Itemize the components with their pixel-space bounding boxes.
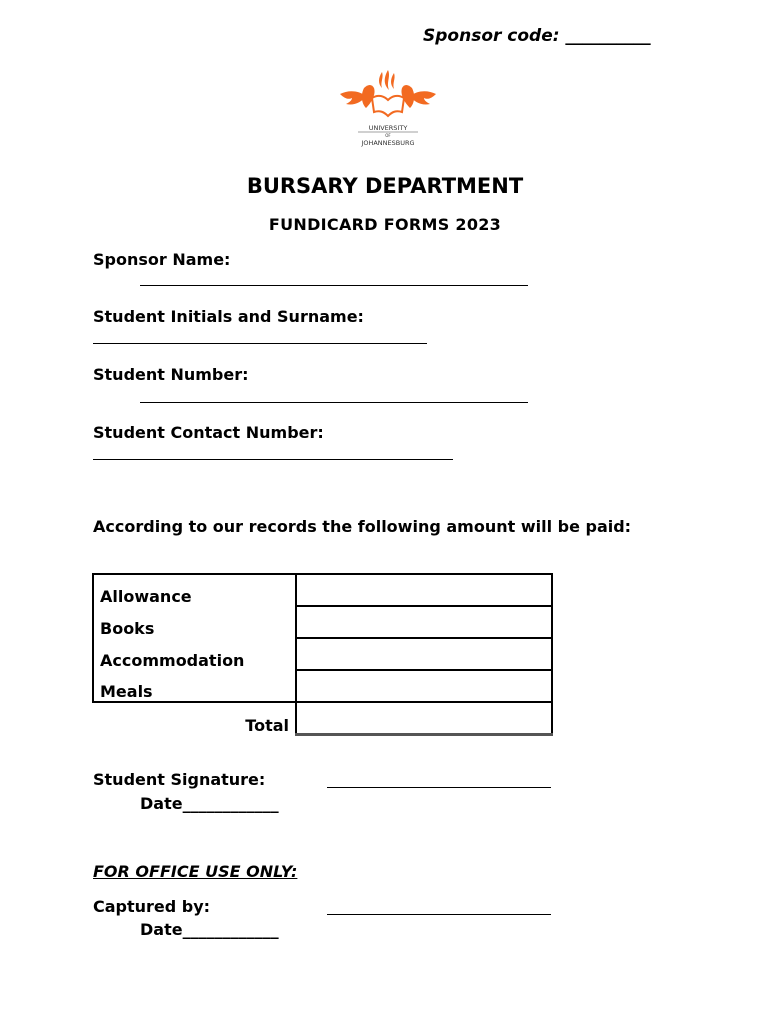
university-logo-icon — [336, 68, 440, 150]
signature-date-label: Date____________ — [140, 794, 279, 813]
page-subtitle: FUNDICARD FORMS 2023 — [268, 215, 502, 234]
captured-by-label: Captured by: — [93, 897, 211, 916]
student-initials-field[interactable] — [93, 343, 427, 344]
student-number-label: Student Number: — [93, 365, 249, 384]
sponsor-code-label: Sponsor code: __________ — [423, 26, 651, 46]
student-signature-label: Student Signature: — [93, 770, 266, 789]
amounts-table — [92, 573, 553, 736]
student-initials-label: Student Initials and Surname: — [93, 307, 364, 326]
row-label-accommodation: Accommodation — [93, 638, 296, 670]
allowance-amount-cell[interactable] — [296, 574, 552, 606]
page-title: BURSARY DEPARTMENT — [246, 174, 524, 198]
student-contact-field[interactable] — [93, 459, 453, 460]
office-date-label: Date____________ — [140, 920, 279, 939]
books-amount-cell[interactable] — [296, 606, 552, 638]
accommodation-amount-cell[interactable] — [296, 638, 552, 670]
row-label-books: Books — [93, 606, 296, 638]
sponsor-name-label: Sponsor Name: — [93, 250, 231, 269]
student-number-field[interactable] — [140, 402, 528, 403]
table-row — [93, 638, 552, 670]
sponsor-name-field[interactable] — [140, 285, 528, 286]
total-amount-cell[interactable] — [296, 702, 552, 735]
student-contact-label: Student Contact Number: — [93, 423, 324, 442]
student-signature-field[interactable] — [327, 787, 551, 788]
captured-by-field[interactable] — [327, 914, 551, 915]
meals-amount-cell[interactable] — [296, 670, 552, 702]
table-row-total — [93, 702, 552, 735]
logo-text-line1: UNIVERSITY — [368, 124, 408, 132]
amount-intro-text: According to our records the following amount will be paid: — [93, 517, 632, 536]
logo-text-line2: OF — [385, 133, 391, 138]
row-label-allowance: Allowance — [93, 574, 296, 606]
row-label-total: Total — [245, 715, 289, 735]
table-row — [93, 670, 552, 702]
table-row — [93, 606, 552, 638]
table-row — [93, 574, 552, 606]
office-use-heading: FOR OFFICE USE ONLY: — [93, 862, 298, 881]
row-label-meals: Meals — [93, 670, 296, 702]
logo-text-line3: JOHANNESBURG — [361, 139, 415, 147]
